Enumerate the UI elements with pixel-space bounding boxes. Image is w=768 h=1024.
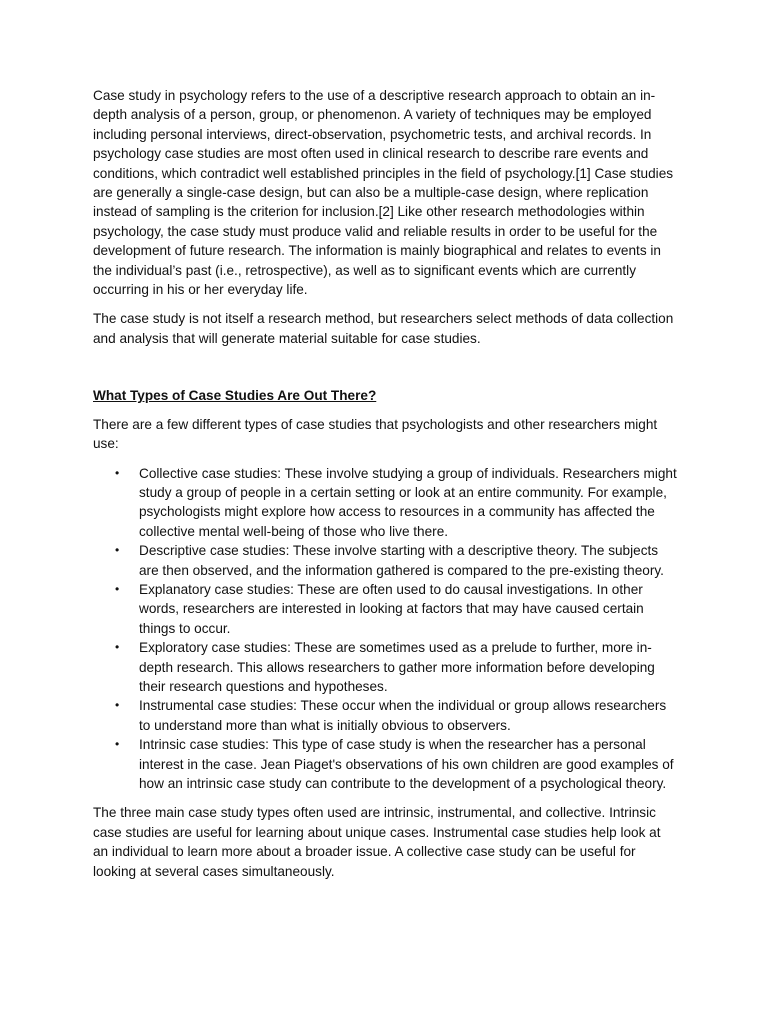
conclusion-paragraph: The three main case study types often used are intrinsic, instrumental, and collective. Intrinsic case studies are useful for learning about unique cases. Instrumental case studies help look at an individual to learn more about a broader issue. A collective case study can be useful for looking at several cases simultaneously. bbox=[93, 805, 661, 879]
section-lead: There are a few different types of case studies that psychologists and other researchers might use: bbox=[93, 416, 658, 452]
list-item bbox=[115, 735, 677, 793]
list-item-text: Intrinsic case studies: This type of case study is when the researcher has a personal interest in the case. Jean Piaget's observations of his own children are good examples of how an intrinsic case study can contribute to the development of a psychological theory. bbox=[139, 737, 674, 791]
bullet-icon: • bbox=[115, 698, 120, 713]
list-item bbox=[115, 580, 677, 638]
bullet-icon: • bbox=[115, 581, 120, 596]
list-item-text: Instrumental case studies: These occur when the individual or group allows researchers to understand more than what is initially obvious to observers. bbox=[139, 698, 667, 733]
bullet-icon: • bbox=[115, 737, 120, 752]
bullet-icon: • bbox=[115, 543, 120, 558]
list-item bbox=[115, 464, 677, 542]
list-item-text: Explanatory case studies: These are often used to do causal investigations. In other words, researchers are interested in looking at factors that may have caused certain things to occur. bbox=[139, 581, 644, 636]
bullet-icon: • bbox=[115, 465, 120, 480]
document-page bbox=[93, 86, 677, 891]
list-item bbox=[115, 541, 677, 580]
section-heading: What Types of Case Studies Are Out There? bbox=[93, 388, 377, 404]
case-study-types-list bbox=[93, 464, 677, 794]
intro-paragraph: Case study in psychology refers to the use of a descriptive research approach to obtain an in-depth analysis of a person, group, or phenomenon. A variety of techniques may be employed including personal interviews, direct-observation, psychometric tests, and archival records. In psychology case studies are most often used in clinical research to describe rare events and conditions, which contradict well established principles in the field of psychology.[1] Case studies are generally a single-case design, but can also be a multiple-case design, where replication instead of sampling is the criterion for inclusion.[2] Like other research methodologies within psychology, the case study must produce valid and reliable results in order to be useful for the development of future research. The information is mainly biographical and relates to events in the individual’s past (i.e., retrospective), as well as to significant events which are currently occurring in his or her everyday life. bbox=[93, 88, 674, 298]
list-item-text: Collective case studies: These involve studying a group of individuals. Researchers might study a group of people in a certain setting or look at an entire community. For example, psychologists might explore how access to resources in a community has affected the collective mental well-being of those who live there. bbox=[139, 465, 677, 539]
bullet-icon: • bbox=[115, 640, 120, 655]
list-item bbox=[115, 638, 677, 696]
list-item bbox=[115, 696, 677, 735]
intro-paragraph: The case study is not itself a research method, but researchers select methods of data collection and analysis that will generate material suitable for case studies. bbox=[93, 311, 674, 346]
section-spacer bbox=[93, 358, 677, 386]
list-item-text: Exploratory case studies: These are sometimes used as a prelude to further, more in-depth research. This allows researchers to gather more information before developing their research questions and hypotheses. bbox=[139, 640, 655, 694]
list-item-text: Descriptive case studies: These involve starting with a descriptive theory. The subjects are then observed, and the information gathered is compared to the pre-existing theory. bbox=[139, 543, 664, 578]
